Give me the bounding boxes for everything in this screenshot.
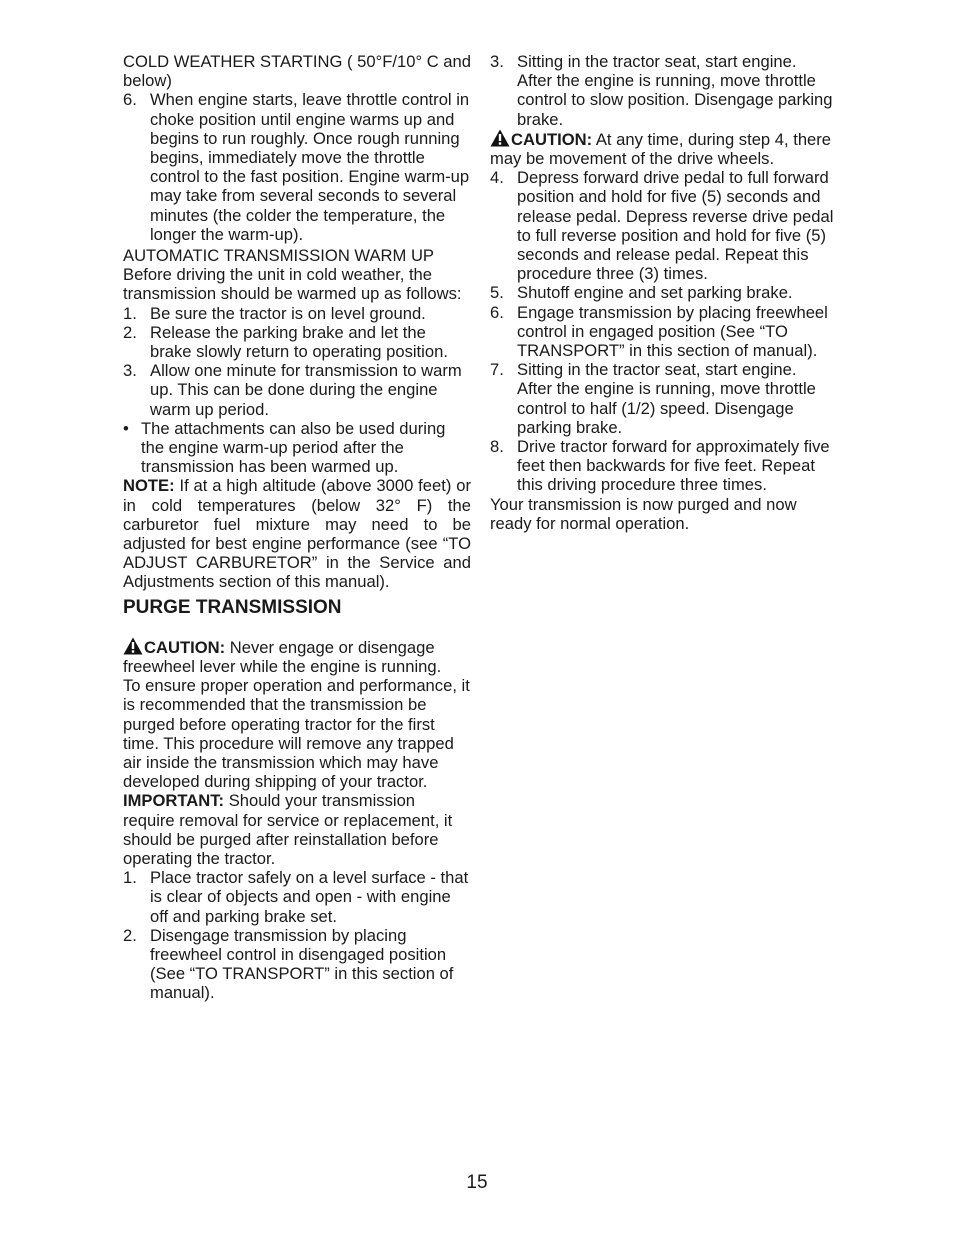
warning-triangle-icon (490, 129, 510, 147)
bullet-text: The attachments can also be used during the engine warm-up period after the transmission has been warmed up. (141, 418, 446, 477)
step-text: Sitting in the tractor seat, start engine. After the engine is running, move throttle control to half (1/2) speed. Disengage parking brake. (517, 360, 816, 437)
step-number: 3. (490, 52, 504, 71)
step-text: Sitting in the tractor seat, start engine. After the engine is running, move throttle control to slow position. Disengage parking brake. (517, 52, 833, 129)
page-number: 15 (466, 1172, 488, 1193)
step-number: 1. (123, 303, 137, 323)
purge-caution (123, 637, 471, 676)
step-number: 8. (490, 437, 504, 457)
purge-transmission-heading: PURGE TRANSMISSION (123, 596, 342, 618)
closing-paragraph: Your transmission is now purged and now ready for normal operation. (490, 494, 797, 533)
step-text: Drive tractor forward for approximately five feet then backwards for five feet. Repeat this driving procedure three times. (517, 437, 830, 495)
cold-weather-heading: COLD WEATHER STARTING ( 50°F/10° C and below) (123, 52, 471, 91)
step-text: Allow one minute for transmission to warm up. This can be done during the engine warm up period. (150, 361, 462, 419)
caution-label: CAUTION: (511, 129, 593, 149)
caution-text: Never engage or disengage freewheel lever while the engine is running. (123, 637, 442, 676)
important-text: Should your transmission require removal for service or replacement, it should be purged after reinstallation before operating the tractor. (123, 791, 453, 868)
step-text: Release the parking brake and let the brake slowly return to operating position. (150, 322, 448, 362)
caution-label: CAUTION: (144, 637, 226, 657)
step-number: 2. (123, 322, 137, 342)
note-label: NOTE: (123, 476, 175, 496)
left-column (123, 52, 471, 1003)
auto-transmission-heading: AUTOMATIC TRANSMISSION WARM UP (123, 246, 434, 266)
step-number: 7. (490, 360, 504, 380)
step-number: 4. (490, 168, 504, 188)
step-text: Depress forward drive pedal to full forward position and hold for five (5) seconds and release pedal. Depress reverse drive pedal to full reverse position and hold for five (5) seconds and release pedal. Repeat this procedure three (3) times. (517, 168, 834, 284)
step-text: When engine starts, leave throttle control in choke position until engine warms up and begins to run roughly. Once rough running begins, immediately move the throttle control to the fast position. Engine warm-up may take from several seconds to several minutes (the colder the temperature, the longer the warm-up). (150, 90, 470, 244)
auto-transmission-intro: Before driving the unit in cold weather, the transmission should be warmed up as follows: (123, 265, 462, 304)
cold-step-6 (123, 90, 471, 244)
auto-step-1 (123, 304, 471, 323)
purge-step-4 (490, 168, 835, 283)
auto-step-2 (123, 323, 471, 361)
step-number: 6. (123, 90, 137, 110)
purge-step-3 (490, 52, 835, 129)
step-text: Place tractor safely on a level surface - that is clear of objects and open - with engine off and parking brake set. (150, 868, 469, 926)
step-number: 3. (123, 361, 137, 381)
warning-triangle-icon (123, 637, 143, 655)
step-text: Shutoff engine and set parking brake. (517, 283, 793, 303)
step-number: 6. (490, 302, 504, 322)
purge-step-7 (490, 360, 835, 437)
drive-wheels-caution (490, 129, 835, 168)
purge-step-2 (123, 926, 471, 1003)
step-text: Disengage transmission by placing freewheel control in disengaged position (See “TO TRANSPORT” in this section of manual). (150, 925, 454, 1003)
purge-intro: To ensure proper operation and performance, it is recommended that the transmission be purged before operating tractor for the first time. This procedure will remove any trapped air inside the transmission which may have developed during shipping of your tractor. (123, 676, 470, 792)
purge-step-8 (490, 437, 835, 495)
important-paragraph (123, 791, 471, 868)
important-label: IMPORTANT: (123, 791, 225, 811)
right-column (490, 52, 835, 533)
attachments-bullet (123, 419, 471, 477)
bullet-dot: • (123, 418, 129, 438)
step-number: 1. (123, 868, 137, 888)
note-text: If at a high altitude (above 3000 feet) or in cold temperatures (below 32° F) the carburetor fuel mixture may need to be adjusted for best engine performance (see “TO ADJUST CARBURETOR” in the Service and Adjustments section of this manual). (123, 476, 471, 592)
step-text: Be sure the tractor is on level ground. (150, 303, 426, 323)
step-number: 5. (490, 283, 504, 303)
caution-text: At any time, during step 4, there may be movement of the drive wheels. (490, 129, 832, 169)
note-paragraph (123, 476, 471, 591)
auto-step-3 (123, 361, 471, 419)
purge-step-6 (490, 303, 835, 361)
step-number: 2. (123, 925, 137, 945)
purge-step-1 (123, 868, 471, 926)
step-text: Engage transmission by placing freewheel control in engaged position (See “TO TRANSPORT” in this section of manual). (517, 302, 828, 361)
purge-step-5 (490, 283, 835, 302)
